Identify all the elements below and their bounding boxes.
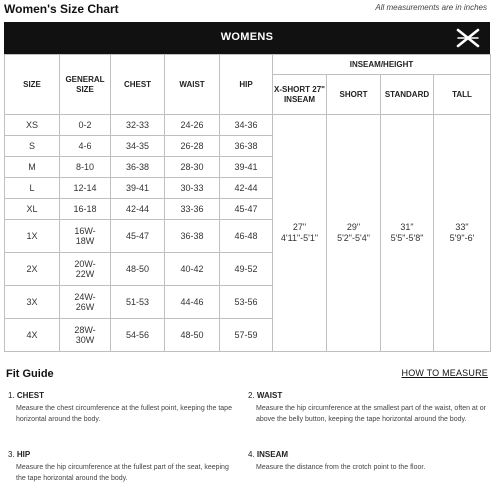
page-title: Women's Size Chart (4, 2, 119, 16)
brand-x-logo-icon (456, 28, 480, 48)
cell-size: L (5, 178, 60, 199)
fit-item-number: 3. (8, 450, 15, 459)
cell-chest: 54-56 (111, 319, 165, 352)
fit-item-chest (8, 391, 238, 425)
column-header-short: SHORT (327, 75, 381, 115)
how-to-measure-link[interactable]: HOW TO MEASURE (401, 368, 488, 378)
x-short-height-value: 4'11"-5'1" (280, 233, 319, 243)
cell-hip: 36-38 (220, 136, 273, 157)
column-header-standard: STANDARD (381, 75, 434, 115)
short-inseam-value: 29" (346, 222, 361, 232)
cell-hip: 57-59 (220, 319, 273, 352)
womens-banner (4, 22, 490, 54)
column-header-inseam-height: INSEAM/HEIGHT (273, 55, 491, 75)
column-header-x-short: X-SHORT 27" INSEAM (273, 75, 327, 115)
cell-waist: 28-30 (165, 157, 220, 178)
column-header-waist: WAIST (165, 55, 220, 115)
cell-chest: 51-53 (111, 286, 165, 319)
column-header-general-size: GENERAL SIZE (60, 55, 111, 115)
fit-item-number: 4. (248, 450, 255, 459)
cell-chest: 42-44 (111, 199, 165, 220)
cell-size: 1X (5, 220, 60, 253)
cell-chest: 32-33 (111, 115, 165, 136)
cell-waist: 44-46 (165, 286, 220, 319)
short-height-value: 5'2"-5'4" (337, 233, 370, 243)
column-header-size: SIZE (5, 55, 60, 115)
fit-item-number: 1. (8, 391, 15, 400)
fit-item-hip (8, 450, 238, 484)
cell-size: M (5, 157, 60, 178)
cell-chest: 48-50 (111, 253, 165, 286)
fit-item-description: Measure the hip circumference at the smallest part of the waist, often at or above the belly button, keeping the tape horizontal around the body. (256, 405, 486, 423)
cell-tall-inseam (434, 115, 491, 352)
fit-item-inseam (248, 450, 490, 473)
cell-hip: 46-48 (220, 220, 273, 253)
cell-x-short-inseam (273, 115, 327, 352)
cell-chest: 36-38 (111, 157, 165, 178)
fit-guide-title: Fit Guide (6, 368, 54, 380)
column-header-hip: HIP (220, 55, 273, 115)
cell-waist: 33-36 (165, 199, 220, 220)
cell-waist: 26-28 (165, 136, 220, 157)
cell-waist: 30-33 (165, 178, 220, 199)
chart-header (4, 2, 489, 18)
cell-chest: 45-47 (111, 220, 165, 253)
standard-height-value: 5'5"-5'8" (390, 233, 424, 243)
cell-general-size: 12-14 (60, 178, 111, 199)
fit-item-waist (248, 391, 490, 425)
cell-general-size: 28W-30W (60, 319, 111, 352)
cell-standard-inseam (381, 115, 434, 352)
cell-waist: 24-26 (165, 115, 220, 136)
cell-hip: 39-41 (220, 157, 273, 178)
x-short-inseam-value: 27" (292, 222, 307, 232)
cell-chest: 39-41 (111, 178, 165, 199)
standard-inseam-value: 31" (400, 222, 414, 232)
table-row (5, 115, 491, 136)
cell-chest: 34-35 (111, 136, 165, 157)
tall-inseam-value: 33" (455, 222, 469, 232)
cell-size: 4X (5, 319, 60, 352)
fit-item-description: Measure the hip circumference at the fullest part of the seat, keeping the tape horizontal around the body. (16, 464, 229, 482)
column-header-chest: CHEST (111, 55, 165, 115)
cell-size: S (5, 136, 60, 157)
cell-general-size: 16W-18W (60, 220, 111, 253)
cell-hip: 49-52 (220, 253, 273, 286)
measurement-note: All measurements are in inches (375, 3, 487, 12)
cell-hip: 53-56 (220, 286, 273, 319)
fit-item-description: Measure the chest circumference at the fullest point, keeping the tape horizontal around the body. (16, 405, 232, 423)
fit-item-description: Measure the distance from the crotch point to the floor. (256, 464, 426, 471)
column-header-tall: TALL (434, 75, 491, 115)
cell-hip: 34-36 (220, 115, 273, 136)
cell-general-size: 8-10 (60, 157, 111, 178)
fit-item-name: INSEAM (256, 450, 289, 459)
cell-waist: 40-42 (165, 253, 220, 286)
cell-general-size: 4-6 (60, 136, 111, 157)
cell-waist: 48-50 (165, 319, 220, 352)
banner-title: WOMENS (220, 31, 274, 43)
cell-size: XL (5, 199, 60, 220)
cell-general-size: 24W-26W (60, 286, 111, 319)
cell-hip: 45-47 (220, 199, 273, 220)
tall-height-value: 5'9"-6' (449, 233, 475, 243)
fit-item-number: 2. (248, 391, 255, 400)
cell-short-inseam (327, 115, 381, 352)
fit-item-name: WAIST (256, 391, 283, 400)
cell-size: 3X (5, 286, 60, 319)
cell-general-size: 0-2 (60, 115, 111, 136)
size-chart-table (4, 54, 491, 352)
fit-item-name: CHEST (16, 391, 45, 400)
fit-item-name: HIP (16, 450, 31, 459)
cell-general-size: 20W-22W (60, 253, 111, 286)
cell-size: 2X (5, 253, 60, 286)
cell-size: XS (5, 115, 60, 136)
cell-hip: 42-44 (220, 178, 273, 199)
cell-waist: 36-38 (165, 220, 220, 253)
cell-general-size: 16-18 (60, 199, 111, 220)
